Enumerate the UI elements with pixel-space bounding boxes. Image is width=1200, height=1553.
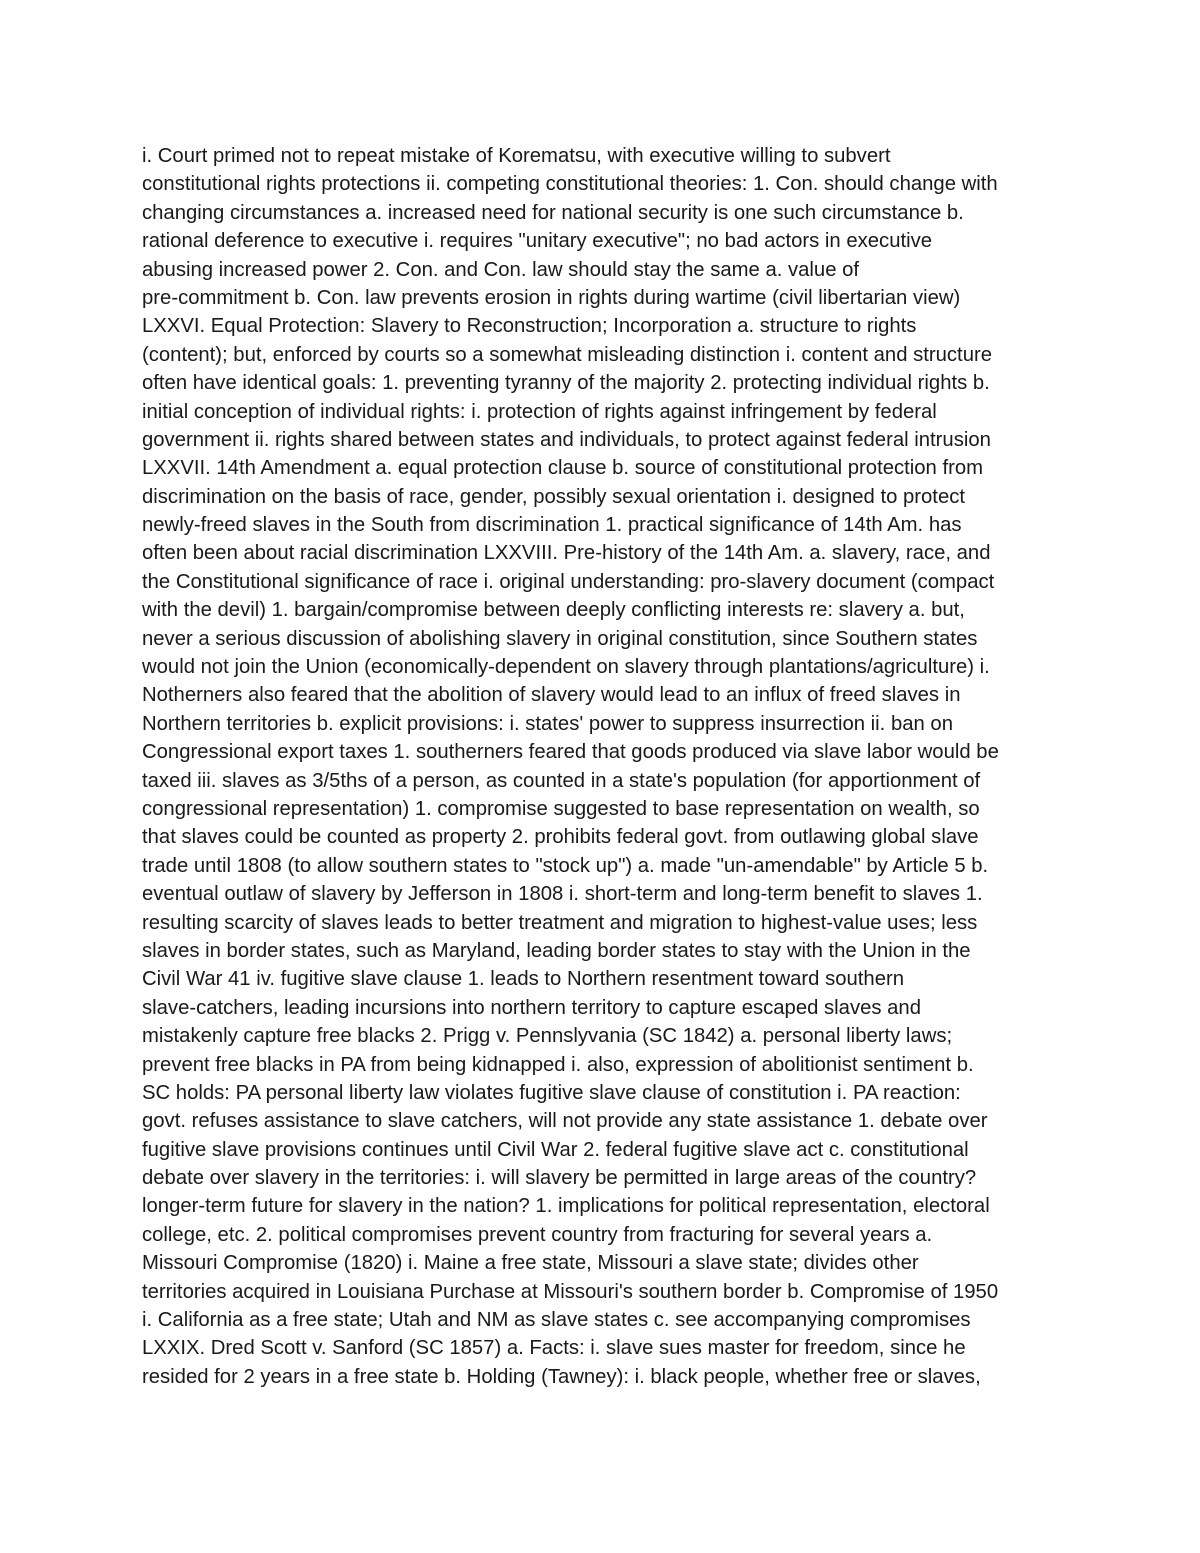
text-line: debate over slavery in the territories: i. will slavery be permitted in large areas of the country? — [142, 1167, 977, 1190]
text-line: Notherners also feared that the abolition of slavery would lead to an influx of freed slaves in — [142, 684, 961, 707]
text-line: taxed iii. slaves as 3/5ths of a person, as counted in a state's population (for apportionment of — [142, 769, 981, 792]
text-line: i. California as a free state; Utah and NM as slave states c. see accompanying compromises — [142, 1309, 971, 1332]
text-line: government ii. rights shared between states and individuals, to protect against federal intrusion — [142, 428, 991, 451]
text-line: congressional representation) 1. compromise suggested to base representation on wealth, so — [142, 797, 980, 820]
text-line: govt. refuses assistance to slave catchers, will not provide any state assistance 1. debate over — [142, 1110, 988, 1133]
text-line: prevent free blacks in PA from being kidnapped i. also, expression of abolitionist sentiment b. — [142, 1053, 974, 1076]
text-line: Northern territories b. explicit provisions: i. states' power to suppress insurrection ii. ban on — [142, 712, 953, 735]
text-line: abusing increased power 2. Con. and Con. law should stay the same a. value of — [142, 258, 860, 281]
text-line: the Constitutional significance of race i. original understanding: pro-slavery document (compact — [142, 570, 995, 593]
text-line: SC holds: PA personal liberty law violates fugitive slave clause of constitution i. PA reaction: — [142, 1081, 961, 1104]
text-line: that slaves could be counted as property 2. prohibits federal govt. from outlawing global slave — [142, 826, 979, 849]
body-text — [142, 142, 1062, 1391]
text-line: never a serious discussion of abolishing slavery in original constitution, since Southern states — [142, 627, 978, 650]
text-line: territories acquired in Louisiana Purchase at Missouri's southern border b. Compromise of 1950 — [142, 1280, 999, 1303]
text-line: with the devil) 1. bargain/compromise between deeply conflicting interests re: slavery a. but, — [142, 599, 965, 622]
text-line: eventual outlaw of slavery by Jefferson in 1808 i. short-term and long-term benefit to slaves 1. — [142, 883, 983, 906]
text-line: pre-commitment b. Con. law prevents erosion in rights during wartime (civil libertarian view) — [142, 286, 961, 309]
text-line: would not join the Union (economically-dependent on slavery through plantations/agriculture) i. — [142, 656, 990, 679]
text-line: constitutional rights protections ii. competing constitutional theories: 1. Con. should change with — [142, 173, 998, 196]
text-line: resulting scarcity of slaves leads to better treatment and migration to highest-value uses; less — [142, 911, 978, 934]
text-line: slaves in border states, such as Maryland, leading border states to stay with the Union in the — [142, 939, 971, 962]
text-line: Missouri Compromise (1820) i. Maine a free state, Missouri a slave state; divides other — [142, 1252, 919, 1275]
text-line: Civil War 41 iv. fugitive slave clause 1. leads to Northern resentment toward southern — [142, 968, 905, 991]
text-line: newly-freed slaves in the South from discrimination 1. practical significance of 14th Am. has — [142, 514, 962, 537]
text-line: mistakenly capture free blacks 2. Prigg v. Pennslyvania (SC 1842) a. personal liberty laws; — [142, 1025, 953, 1048]
text-line: (content); but, enforced by courts so a somewhat misleading distinction i. content and structure — [142, 343, 993, 366]
text-line: trade until 1808 (to allow southern states to "stock up") a. made "un-amendable" by Article 5 b. — [142, 854, 989, 877]
text-line: often been about racial discrimination LXXVIII. Pre-history of the 14th Am. a. slavery, race, and — [142, 542, 991, 565]
text-line: LXXVII. 14th Amendment a. equal protection clause b. source of constitutional protection from — [142, 457, 984, 480]
text-line: discrimination on the basis of race, gender, possibly sexual orientation i. designed to protect — [142, 485, 965, 508]
text-line: initial conception of individual rights: i. protection of rights against infringement by federal — [142, 400, 937, 423]
text-line: fugitive slave provisions continues until Civil War 2. federal fugitive slave act c. constitutional — [142, 1138, 969, 1161]
text-line: often have identical goals: 1. preventing tyranny of the majority 2. protecting individual rights b. — [142, 372, 990, 395]
text-line: longer-term future for slavery in the nation? 1. implications for political representation, electoral — [142, 1195, 990, 1218]
text-line: college, etc. 2. political compromises prevent country from fracturing for several years a. — [142, 1223, 933, 1246]
text-line: slave-catchers, leading incursions into northern territory to capture escaped slaves and — [142, 996, 921, 1019]
text-line: changing circumstances a. increased need for national security is one such circumstance b. — [142, 201, 964, 224]
text-line: rational deference to executive i. requires "unitary executive"; no bad actors in executive — [142, 230, 933, 253]
text-line: resided for 2 years in a free state b. Holding (Tawney): i. black people, whether free or slaves, — [142, 1365, 981, 1388]
text-line: Congressional export taxes 1. southerners feared that goods produced via slave labor would be — [142, 741, 999, 764]
text-line: LXXIX. Dred Scott v. Sanford (SC 1857) a. Facts: i. slave sues master for freedom, since he — [142, 1337, 966, 1360]
text-line: LXXVI. Equal Protection: Slavery to Reconstruction; Incorporation a. structure to rights — [142, 315, 917, 338]
text-line: i. Court primed not to repeat mistake of Korematsu, with executive willing to subvert — [142, 145, 891, 167]
